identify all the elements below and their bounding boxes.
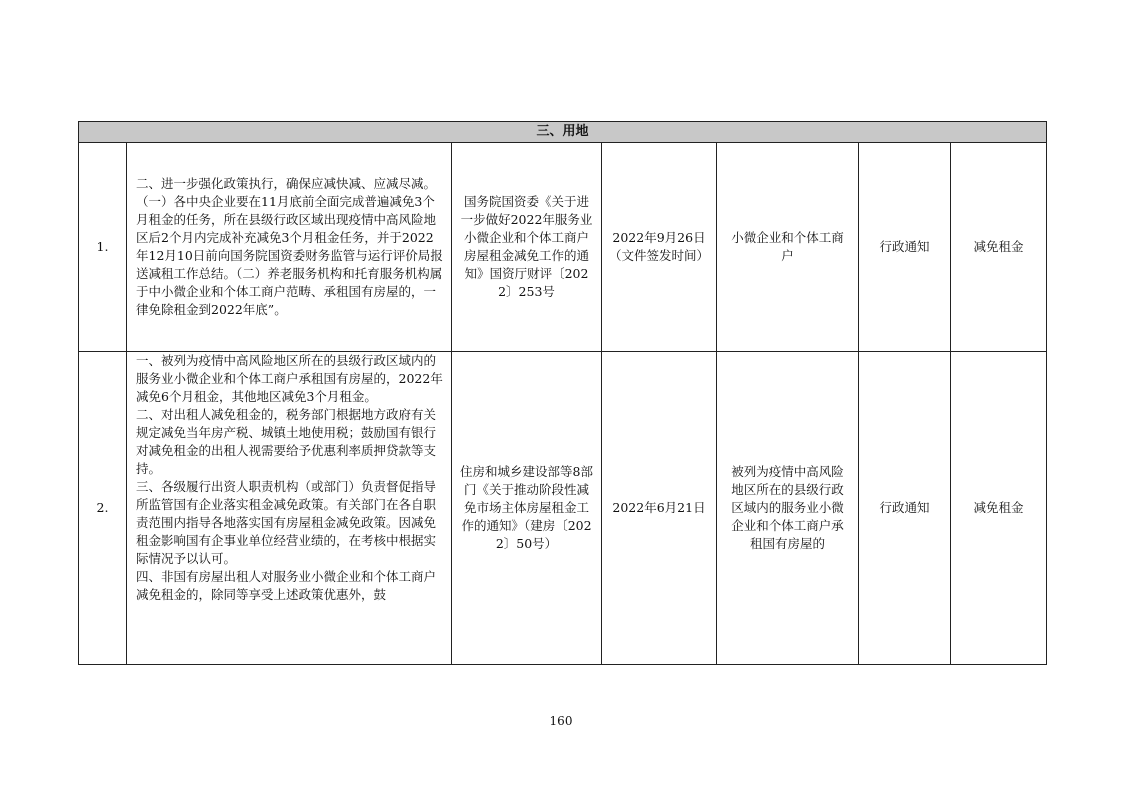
policy-paragraph: 四、非国有房屋出租人对服务业小微企业和个体工商户减免租金的，除同等享受上述政策优惠外，鼓 [136, 569, 437, 602]
policy-content [127, 143, 452, 352]
policy-basis: 国务院国资委《关于进一步做好2022年服务业小微企业和个体工商户房屋租金减免工作的通知》国资厅财评〔2022〕253号 [452, 143, 602, 352]
policy-content [127, 352, 452, 665]
policy-paragraph: 三、各级履行出资人职责机构（或部门）负责督促指导所监管国有企业落实租金减免政策。有关部门在各自职责范围内指导各地落实国有房屋租金减免政策。因减免租金影响国有企事业单位经营业绩的，在考核中根据实际情况予以认可。 [136, 479, 437, 566]
page-number: 160 [549, 714, 573, 728]
applicable-subject: 小微企业和个体工商户 [717, 143, 859, 352]
section-header-row [79, 122, 1047, 143]
policy-type: 减免租金 [951, 143, 1047, 352]
applicable-subject: 被列为疫情中高风险地区所在的县级行政区域内的服务业小微企业和个体工商户承租国有房屋的 [717, 352, 859, 665]
policy-paragraph: 二、对出租人减免租金的，税务部门根据地方政府有关规定减免当年房产税、城镇土地使用税；鼓励国有银行对减免租金的出租人视需要给予优惠利率质押贷款等支持。 [136, 407, 437, 476]
section-title: 三、用地 [79, 122, 1047, 143]
policy-type: 减免租金 [951, 352, 1047, 665]
issue-date: 2022年9月26日（文件签发时间） [602, 143, 717, 352]
policy-table [78, 121, 1047, 665]
row-index: 1. [79, 143, 127, 352]
policy-paragraph: 二、进一步强化政策执行，确保应减快减、应减尽减。（一）各中央企业要在11月底前全面完成普遍减免3个月租金的任务，所在县级行政区域出现疫情中高风险地区后2个月内完成补充减免3个月租金任务，并于2022年12月10日前向国务院国资委财务监管与运行评价局报送减租工作总结。（二）养老服务机构和托育服务机构属于中小微企业和个体工商户范畴、承租国有房屋的，一律免除租金到2022年底”。 [136, 176, 443, 317]
table-row [79, 143, 1047, 352]
policy-mode: 行政通知 [859, 143, 951, 352]
policy-mode: 行政通知 [859, 352, 951, 665]
table-row [79, 352, 1047, 665]
row-index: 2. [79, 352, 127, 665]
issue-date: 2022年6月21日 [602, 352, 717, 665]
policy-basis: 住房和城乡建设部等8部门《关于推动阶段性减免市场主体房屋租金工作的通知》（建房〔2022〕50号） [452, 352, 602, 665]
policy-paragraph: 一、被列为疫情中高风险地区所在的县级行政区域内的服务业小微企业和个体工商户承租国有房屋的，2022年减免6个月租金，其他地区减免3个月租金。 [136, 353, 443, 404]
